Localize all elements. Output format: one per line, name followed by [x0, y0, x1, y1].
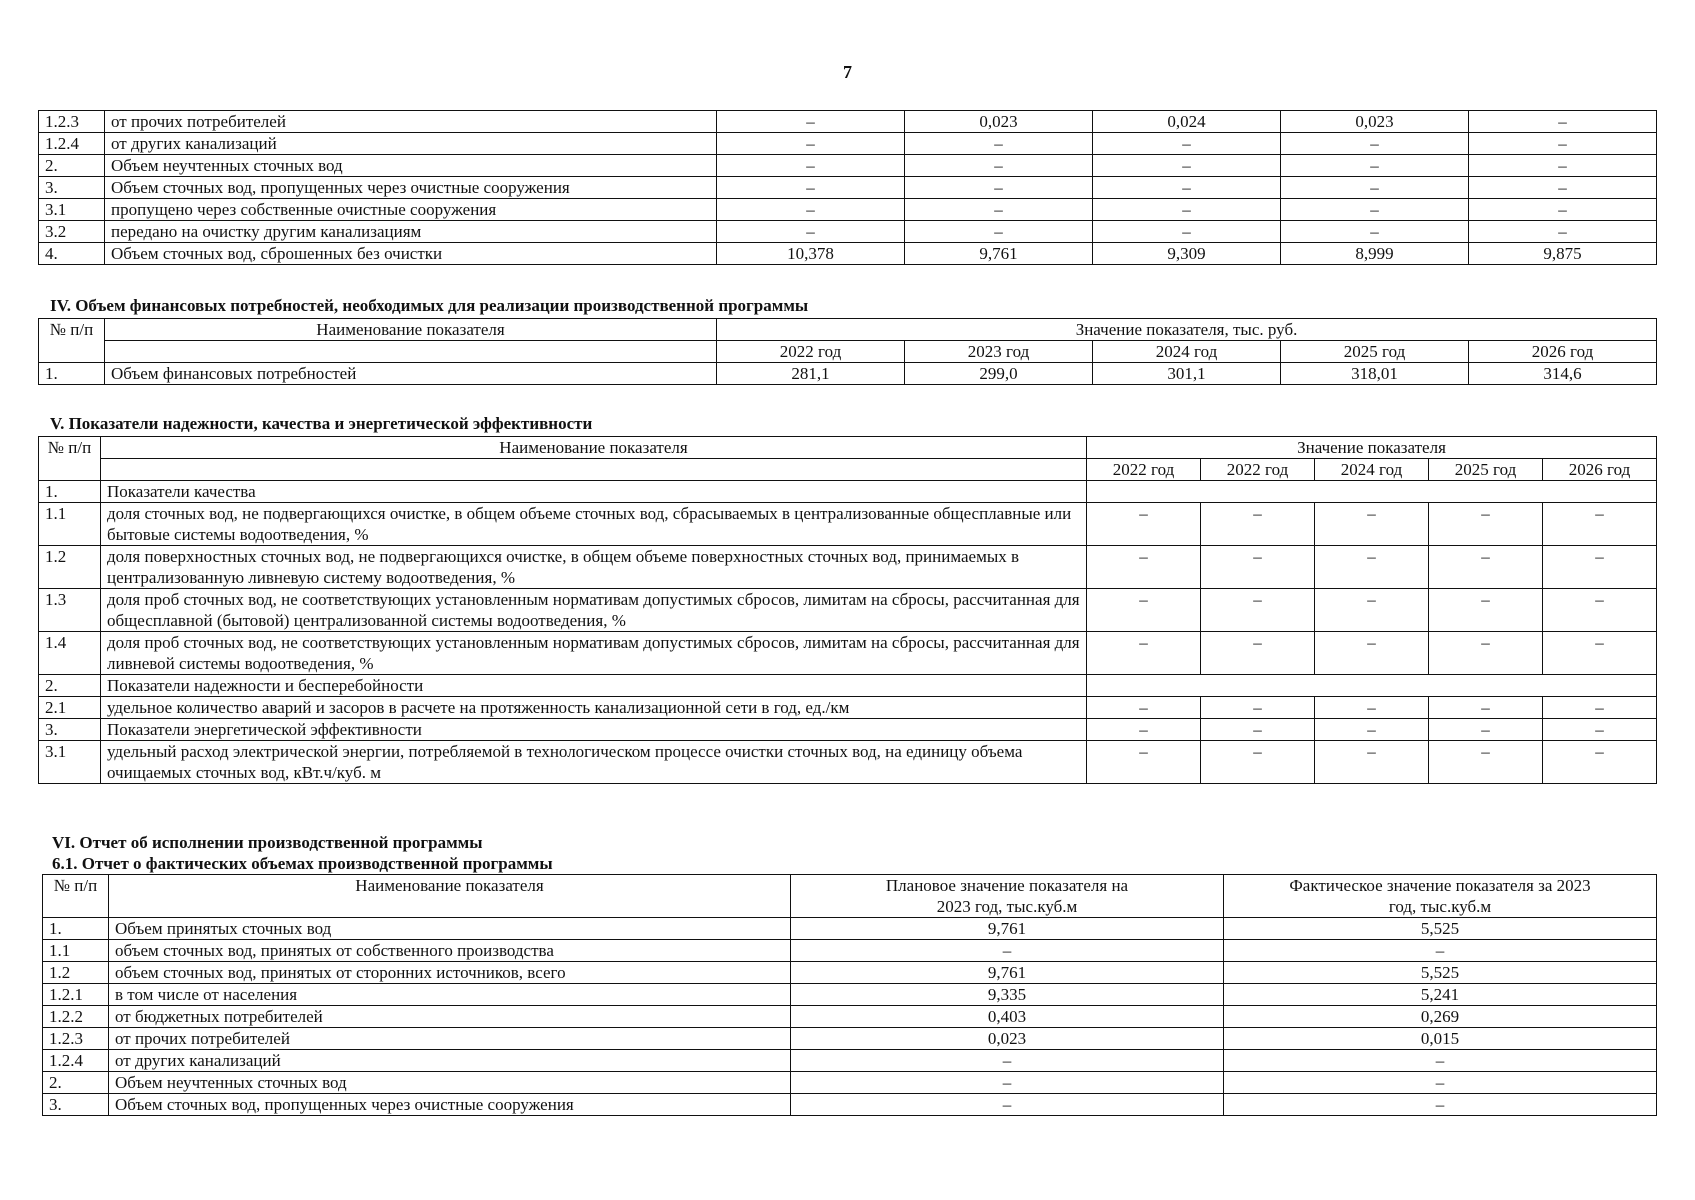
row-value: – [1315, 632, 1429, 675]
row-fact-value: – [1224, 940, 1657, 962]
row-value: – [1093, 199, 1281, 221]
table-row [39, 111, 1657, 133]
year-header: 2022 год [1087, 459, 1201, 481]
row-value: 314,6 [1469, 363, 1657, 385]
table-row [43, 1050, 1657, 1072]
row-value: – [1429, 503, 1543, 546]
row-value: – [1429, 719, 1543, 741]
row-name: передано на очистку другим канализациям [105, 221, 717, 243]
row-name: Объем сточных вод, пропущенных через очистные сооружения [109, 1094, 791, 1116]
row-plan-value: 9,335 [791, 984, 1224, 1006]
table-row [39, 243, 1657, 265]
row-fact-value: 0,015 [1224, 1028, 1657, 1050]
row-name: Объем неучтенных сточных вод [105, 155, 717, 177]
col-fact-header: Фактическое значение показателя за 2023 год, тыс.куб.м [1224, 875, 1657, 918]
row-value: 10,378 [717, 243, 905, 265]
row-name: объем сточных вод, принятых от собственного производства [109, 940, 791, 962]
row-name: удельное количество аварий и засоров в расчете на протяженность канализационной сети в год, ед./км [101, 697, 1087, 719]
row-number: 1.1 [39, 503, 101, 546]
row-value: 299,0 [905, 363, 1093, 385]
row-value: – [717, 155, 905, 177]
row-number: 1.2 [43, 962, 109, 984]
row-value: – [1087, 697, 1201, 719]
row-number: 3. [43, 1094, 109, 1116]
row-number: 1.1 [43, 940, 109, 962]
row-value: – [1429, 741, 1543, 784]
financial-needs-table [38, 318, 1657, 385]
row-number: 2.1 [39, 697, 101, 719]
table-row [39, 155, 1657, 177]
row-value: – [1201, 503, 1315, 546]
row-value: – [1087, 503, 1201, 546]
row-value: – [1281, 133, 1469, 155]
table-row [43, 918, 1657, 940]
row-name: от прочих потребителей [105, 111, 717, 133]
col-number-header: № п/п [39, 319, 105, 363]
table-row [39, 546, 1657, 589]
row-value: – [1201, 697, 1315, 719]
col-name-header: Наименование показателя [109, 875, 791, 918]
row-value: – [1543, 589, 1657, 632]
row-name: объем сточных вод, принятых от сторонних источников, всего [109, 962, 791, 984]
row-fact-value: – [1224, 1094, 1657, 1116]
row-number: 4. [39, 243, 105, 265]
page-number: 7 [843, 62, 852, 82]
table-row [39, 221, 1657, 243]
year-header: 2024 год [1093, 341, 1281, 363]
table-row [43, 1094, 1657, 1116]
row-value: 0,023 [905, 111, 1093, 133]
table-row [39, 697, 1657, 719]
row-value: – [1469, 155, 1657, 177]
row-value: – [1281, 199, 1469, 221]
wastewater-volume-table [38, 110, 1657, 265]
table-row [43, 1006, 1657, 1028]
row-value: – [1469, 111, 1657, 133]
table-row [43, 940, 1657, 962]
row-value: 8,999 [1281, 243, 1469, 265]
row-number: 1. [43, 918, 109, 940]
row-value: – [1429, 589, 1543, 632]
row-value: 9,875 [1469, 243, 1657, 265]
row-name: доля проб сточных вод, не соответствующих установленным нормативам допустимых сбросов, лимитам на сбросы, рассчитанная для общесплавной (бытовой) централизованной системы водоотведения, % [101, 589, 1087, 632]
row-value: – [1315, 546, 1429, 589]
row-value: – [1201, 741, 1315, 784]
row-value: – [1469, 199, 1657, 221]
row-fact-value: 5,525 [1224, 918, 1657, 940]
section-5-heading: V. Показатели надежности, качества и энергетической эффективности [50, 414, 593, 433]
row-value: – [1429, 632, 1543, 675]
row-value: – [905, 199, 1093, 221]
row-name: доля поверхностных сточных вод, не подвергающихся очистке, в общем объеме поверхностных сточных вод, принимаемых в централизованную ливневую систему водоотведения, % [101, 546, 1087, 589]
row-value: – [1087, 632, 1201, 675]
row-number: 1.3 [39, 589, 101, 632]
row-plan-value: – [791, 1072, 1224, 1094]
col-name-header-cont [105, 341, 717, 363]
row-plan-value: 0,023 [791, 1028, 1224, 1050]
table-row [39, 719, 1657, 741]
row-number: 1.2.3 [39, 111, 105, 133]
row-value: – [717, 199, 905, 221]
row-value: – [1469, 221, 1657, 243]
section-4-heading: IV. Объем финансовых потребностей, необходимых для реализации производственной программы [50, 296, 809, 315]
row-value: 9,761 [905, 243, 1093, 265]
row-value: – [905, 177, 1093, 199]
year-header: 2022 год [717, 341, 905, 363]
section-6-heading: VI. Отчет об исполнении производственной программы [52, 833, 483, 852]
row-number: 1.2.4 [39, 133, 105, 155]
row-value: 318,01 [1281, 363, 1469, 385]
row-name: удельный расход электрической энергии, потребляемой в технологическом процессе очистки сточных вод, на единицу объема очищаемых сточных вод, кВт.ч/куб. м [101, 741, 1087, 784]
row-name: от прочих потребителей [109, 1028, 791, 1050]
row-fact-value: 0,269 [1224, 1006, 1657, 1028]
row-value: – [717, 177, 905, 199]
row-value: – [1281, 155, 1469, 177]
row-plan-value: – [791, 1050, 1224, 1072]
row-plan-value: 9,761 [791, 918, 1224, 940]
row-number: 1. [39, 363, 105, 385]
row-plan-value: 9,761 [791, 962, 1224, 984]
row-value: – [1201, 719, 1315, 741]
col-plan-header: Плановое значение показателя на 2023 год, тыс.куб.м [791, 875, 1224, 918]
row-number: 1.4 [39, 632, 101, 675]
year-header: 2025 год [1429, 459, 1543, 481]
row-plan-value: – [791, 1094, 1224, 1116]
row-number: 1.2.1 [43, 984, 109, 1006]
section-6-subheading: 6.1. Отчет о фактических объемах производственной программы [52, 854, 553, 873]
quality-indicators-table [38, 436, 1657, 784]
row-value: – [1543, 719, 1657, 741]
row-value: – [1201, 546, 1315, 589]
table-row [39, 363, 1657, 385]
row-number: 1. [39, 481, 101, 503]
row-value: 301,1 [1093, 363, 1281, 385]
row-value: – [1543, 546, 1657, 589]
year-header: 2023 год [905, 341, 1093, 363]
row-name: Объем неучтенных сточных вод [109, 1072, 791, 1094]
row-value: – [1087, 589, 1201, 632]
row-value: – [1469, 133, 1657, 155]
empty-cell [1087, 675, 1657, 697]
row-name: от других канализаций [109, 1050, 791, 1072]
row-value: – [1093, 177, 1281, 199]
row-fact-value: – [1224, 1050, 1657, 1072]
col-name-header-cont [101, 459, 1087, 481]
table-row [43, 962, 1657, 984]
row-name: Показатели надежности и бесперебойности [101, 675, 1087, 697]
year-header: 2026 год [1469, 341, 1657, 363]
row-value: 0,024 [1093, 111, 1281, 133]
row-value: – [1315, 741, 1429, 784]
row-value: – [1543, 741, 1657, 784]
row-name: от других канализаций [105, 133, 717, 155]
row-value: – [1281, 221, 1469, 243]
table-row [39, 133, 1657, 155]
row-value: – [905, 155, 1093, 177]
table-row [39, 632, 1657, 675]
row-name: Показатели качества [101, 481, 1087, 503]
row-number: 3. [39, 719, 101, 741]
col-value-header: Значение показателя [1087, 437, 1657, 459]
row-number: 1.2 [39, 546, 101, 589]
row-value: – [1429, 546, 1543, 589]
row-name: пропущено через собственные очистные сооружения [105, 199, 717, 221]
row-value: – [717, 133, 905, 155]
row-number: 3.1 [39, 199, 105, 221]
row-name: от бюджетных потребителей [109, 1006, 791, 1028]
row-value: – [1315, 697, 1429, 719]
row-value: – [1087, 546, 1201, 589]
row-fact-value: 5,241 [1224, 984, 1657, 1006]
table-row [43, 1028, 1657, 1050]
row-name: Показатели энергетической эффективности [101, 719, 1087, 741]
row-name: Объем принятых сточных вод [109, 918, 791, 940]
empty-cell [1087, 481, 1657, 503]
row-number: 1.2.3 [43, 1028, 109, 1050]
col-name-header: Наименование показателя [105, 319, 717, 341]
year-header: 2022 год [1201, 459, 1315, 481]
row-name: доля сточных вод, не подвергающихся очистке, в общем объеме сточных вод, сбрасываемых в централизованные общесплавные или бытовые системы водоотведения, % [101, 503, 1087, 546]
row-number: 3. [39, 177, 105, 199]
row-value: – [1543, 503, 1657, 546]
row-value: 9,309 [1093, 243, 1281, 265]
row-value: – [905, 133, 1093, 155]
row-name: Объем финансовых потребностей [105, 363, 717, 385]
row-name: Объем сточных вод, пропущенных через очистные сооружения [105, 177, 717, 199]
row-value: – [1087, 741, 1201, 784]
col-value-header: Значение показателя, тыс. руб. [717, 319, 1657, 341]
table-row [39, 199, 1657, 221]
row-number: 1.2.2 [43, 1006, 109, 1028]
row-name: в том числе от населения [109, 984, 791, 1006]
row-value: – [1469, 177, 1657, 199]
row-value: – [1315, 503, 1429, 546]
year-header: 2024 год [1315, 459, 1429, 481]
col-number-header: № п/п [39, 437, 101, 481]
row-value: – [1429, 697, 1543, 719]
row-value: – [1087, 719, 1201, 741]
row-value: – [1093, 155, 1281, 177]
row-value: – [1093, 221, 1281, 243]
row-value: 0,023 [1281, 111, 1469, 133]
row-value: – [1201, 632, 1315, 675]
row-plan-value: 0,403 [791, 1006, 1224, 1028]
col-name-header: Наименование показателя [101, 437, 1087, 459]
row-fact-value: 5,525 [1224, 962, 1657, 984]
row-value: – [717, 111, 905, 133]
table-row [43, 1072, 1657, 1094]
row-value: – [1093, 133, 1281, 155]
row-number: 3.1 [39, 741, 101, 784]
year-header: 2026 год [1543, 459, 1657, 481]
row-value: – [1543, 632, 1657, 675]
row-plan-value: – [791, 940, 1224, 962]
row-value: – [1543, 697, 1657, 719]
row-value: – [1315, 719, 1429, 741]
group-row [39, 675, 1657, 697]
row-name: доля проб сточных вод, не соответствующих установленным нормативам допустимых сбросов, лимитам на сбросы, рассчитанная для ливневой системы водоотведения, % [101, 632, 1087, 675]
table-row [43, 984, 1657, 1006]
row-number: 2. [43, 1072, 109, 1094]
row-value: 281,1 [717, 363, 905, 385]
row-number: 3.2 [39, 221, 105, 243]
row-value: – [905, 221, 1093, 243]
row-fact-value: – [1224, 1072, 1657, 1094]
year-header: 2025 год [1281, 341, 1469, 363]
table-row [39, 589, 1657, 632]
production-report-table [42, 874, 1657, 1116]
col-number-header: № п/п [43, 875, 109, 918]
table-row [39, 503, 1657, 546]
row-value: – [1201, 589, 1315, 632]
group-row [39, 481, 1657, 503]
row-number: 2. [39, 155, 105, 177]
row-name: Объем сточных вод, сброшенных без очистки [105, 243, 717, 265]
row-number: 2. [39, 675, 101, 697]
row-value: – [1281, 177, 1469, 199]
row-value: – [717, 221, 905, 243]
table-row [39, 741, 1657, 784]
row-value: – [1315, 589, 1429, 632]
table-row [39, 177, 1657, 199]
row-number: 1.2.4 [43, 1050, 109, 1072]
